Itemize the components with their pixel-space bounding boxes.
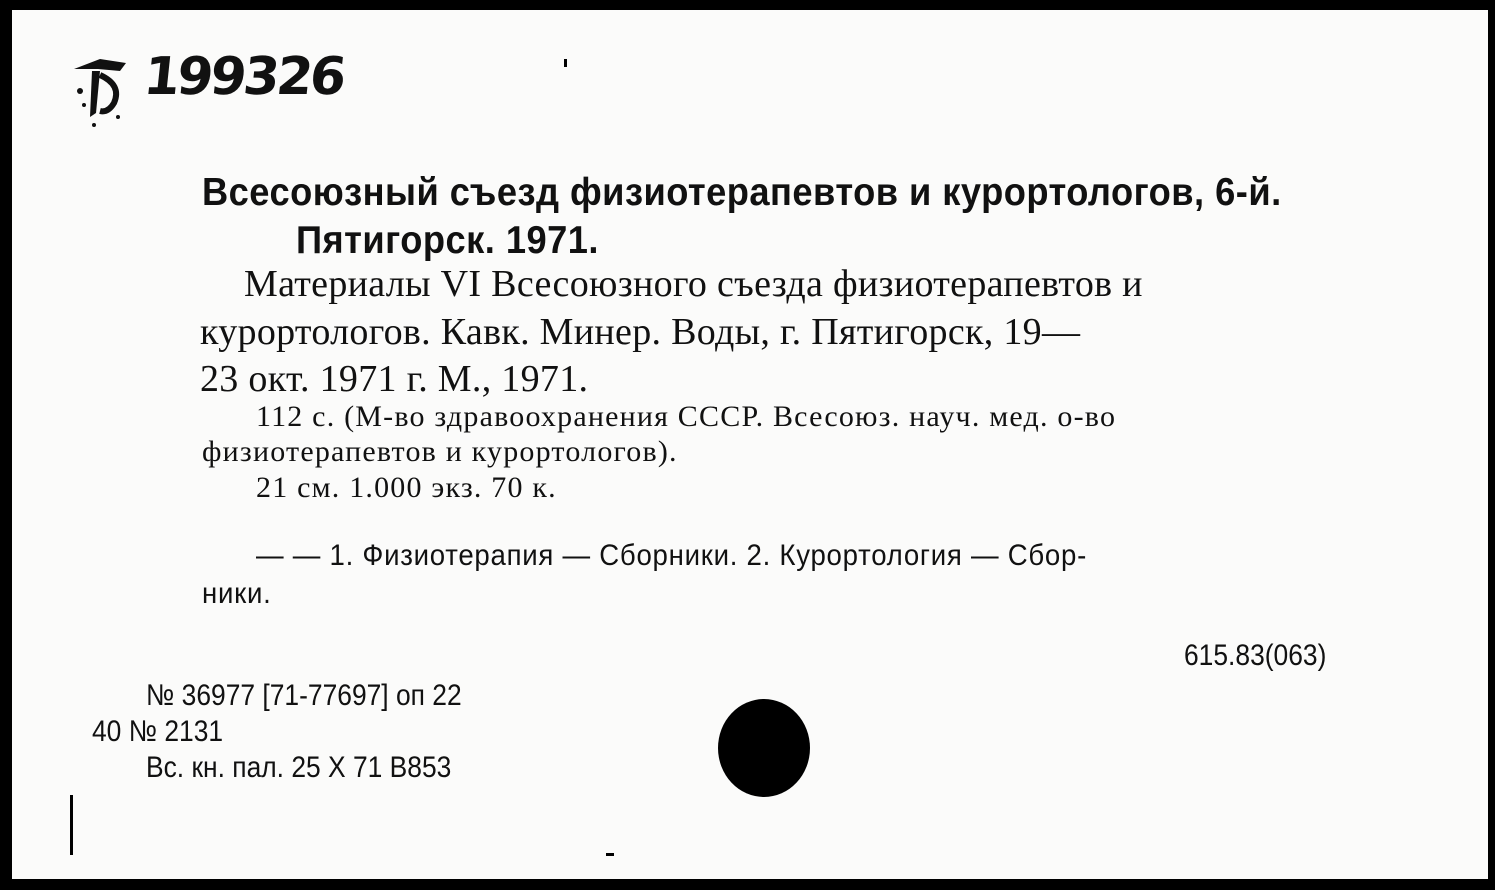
- subjects-line-2: ники.: [202, 577, 272, 610]
- subjects-line-1: — — 1. Физиотерапия — Сборники. 2. Курортология — Сбор-: [256, 539, 1088, 572]
- heading-line-2: Пятигорск. 1971.: [296, 219, 599, 262]
- registry-line-3: Вс. кн. пал. 25 X 71 В853: [146, 751, 452, 784]
- punch-hole: [718, 699, 810, 797]
- ink-speck: [606, 853, 614, 856]
- registry-line-1: № 36977 [71-77697] оп 22: [146, 679, 462, 712]
- heading-line-1: Всесоюзный съезд физиотерапевтов и курортологов, 6-й.: [202, 171, 1282, 214]
- pen-mark: [70, 795, 73, 855]
- collation-line-2: физиотерапевтов и курортологов).: [202, 435, 678, 468]
- collation-line-3: 21 см. 1.000 экз. 70 к.: [256, 471, 557, 504]
- title-line-3: 23 окт. 1971 г. М., 1971.: [200, 358, 589, 400]
- title-line-1: Материалы VI Всесоюзного съезда физиотерапевтов и: [244, 263, 1143, 305]
- inventory-number: 199326: [140, 47, 347, 107]
- card-top-edge: [12, 7, 1488, 10]
- card-bottom-edge: [12, 879, 1488, 883]
- collation-line-1: 112 с. (М-во здравоохранения СССР. Всесоюз. науч. мед. о-во: [256, 400, 1117, 433]
- registry-line-2: 40 № 2131: [92, 715, 224, 748]
- library-stamp-mark: [70, 51, 132, 129]
- title-line-2: курортологов. Кавк. Минер. Воды, г. Пятигорск, 19—: [200, 311, 1081, 353]
- ink-speck: [564, 59, 567, 67]
- catalog-card: [12, 7, 1488, 883]
- classification-code: 615.83(063): [1184, 639, 1327, 672]
